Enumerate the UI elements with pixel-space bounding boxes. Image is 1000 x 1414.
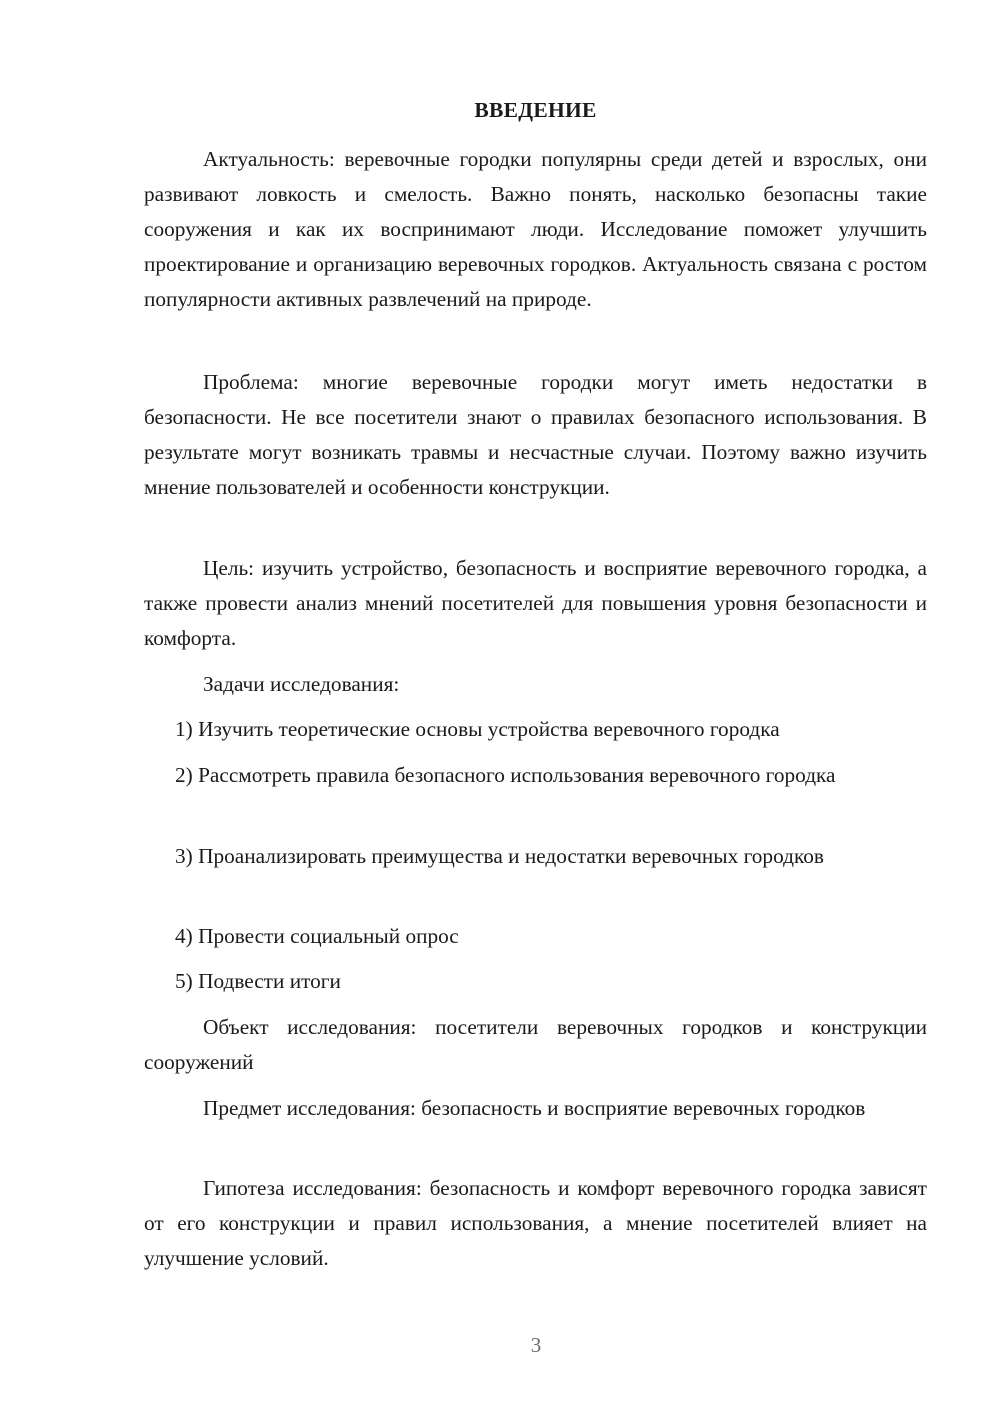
task-item-5: 5) Подвести итоги xyxy=(175,969,341,993)
task-item-2: 2) Рассмотреть правила безопасного использования веревочного городка xyxy=(175,763,836,787)
paragraph-subject: Предмет исследования: безопасность и восприятие веревочных городков xyxy=(203,1096,866,1120)
task-item-4: 4) Провести социальный опрос xyxy=(175,924,459,948)
section-heading: ВВЕДЕНИЕ xyxy=(474,98,597,122)
page-number: 3 xyxy=(530,1333,542,1357)
paragraph-relevance: Актуальность: веревочные городки популярны среди детей и взрослых, они развивают ловкость и смелость. Важно понять, насколько безопасны такие сооружения и как их воспринимают люди. Исследование поможет улучшить проектирование и организацию веревочных городков. Актуальность связана с ростом популярности активных развлечений на природе. xyxy=(144,147,927,311)
task-item-1: 1) Изучить теоретические основы устройства веревочного городка xyxy=(175,717,780,741)
paragraph-tasks-intro: Задачи исследования: xyxy=(203,672,400,696)
paragraph-hypothesis: Гипотеза исследования: безопасность и комфорт веревочного городка зависят от его конструкции и правил использования, а мнение посетителей влияет на улучшение условий. xyxy=(144,1176,927,1270)
paragraph-goal: Цель: изучить устройство, безопасность и восприятие веревочного городка, а также провести анализ мнений посетителей для повышения уровня безопасности и комфорта. xyxy=(144,556,927,650)
task-item-3: 3) Проанализировать преимущества и недостатки веревочных городков xyxy=(175,844,824,868)
paragraph-problem: Проблема: многие веревочные городки могут иметь недостатки в безопасности. Не все посетители знают о правилах безопасного использования. В результате могут возникать травмы и несчастные случаи. Поэтому важно изучить мнение пользователей и особенности конструкции. xyxy=(144,370,927,499)
paragraph-object: Объект исследования: посетители веревочных городков и конструкции сооружений xyxy=(144,1015,927,1074)
